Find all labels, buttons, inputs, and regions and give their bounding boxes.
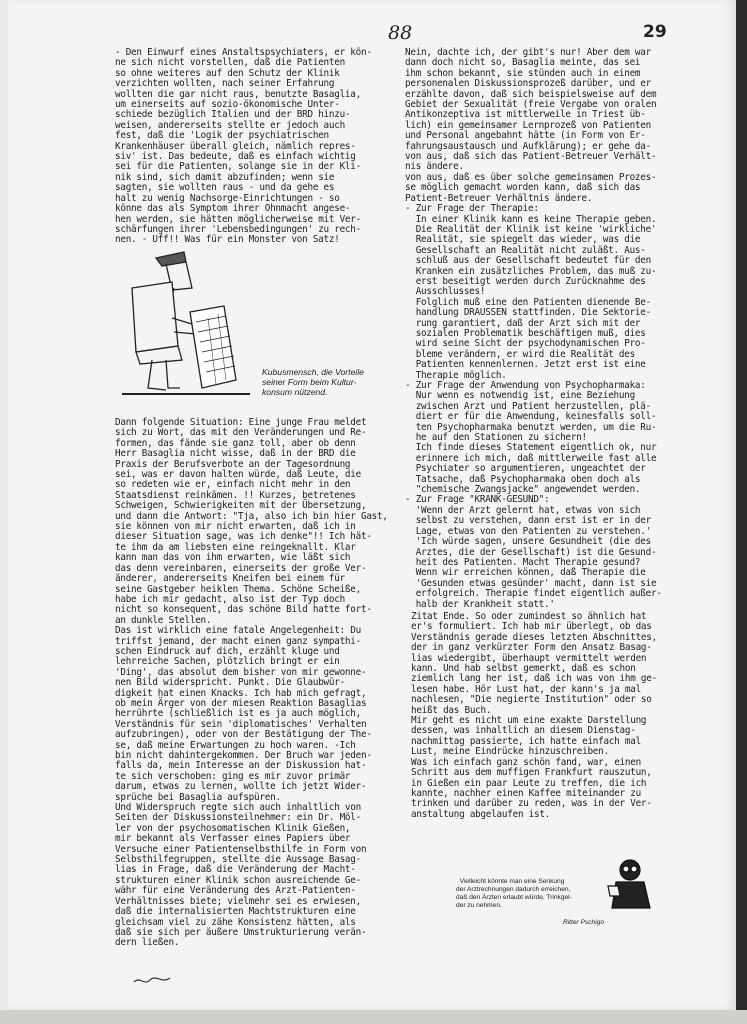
doctor-cartoon bbox=[606, 856, 656, 912]
kubusmensch-cartoon bbox=[122, 248, 252, 398]
page-number: 29 bbox=[643, 22, 667, 42]
handwritten-page-number: 88 bbox=[388, 22, 413, 44]
right-column-top-text: Nein, dachte ich, der gibt's nur! Aber dem war dann doch nicht so, Basaglia meinte, das sei ihm schon bekannt, sie stünden auch in einem personenalen Diskussionsprozeß darüber, und er erzählte davon, daß sich beispielsweise auf dem Gebiet der Sexualität (freie Vergabe von oralen Antikonzeptiva ist mittlerweile in Triest üb- lich) ein gemeinsamer Lernprozeß von Patienten und Personal angebahnt hätte (in Form von Er- fahrungsaustausch und Aufklärung); er gehe da- von aus, daß sich das Patient-Betreuer Verhält- nis ändere. von aus, daß es über solche gemeinsamen Prozes- se möglich gemacht worden kann, daß sich das Patient-Betreuer Verhältnis ändere. - Zur Frage der Therapie: In einer Klinik kann es keine Therapie geben. Die Realität der Klinik ist keine 'wirkliche' Realität, sie spiegelt das wieder, was die Gesellschaft an Realität nicht zuläßt. Aus- schluß aus der Gesellschaft bedeutet für den Kranken ein zusätzliches Problem, das muß zu- erst beseitigt werden durch Zurücknahme des Ausschlusses! Folglich muß eine den Patienten dienende Be- handlung DRAUSSEN stattfinden. Die Sektorie- rung garantiert, daß der Arzt sich mit der sozialen Problematik beschäftigen muß, dies wird seine Sicht der psychodynamischen Pro- bleme verändern, er wird die Realität des Patienten kennenlernen. Jetzt erst ist eine Therapie möglich. - Zur Frage der Anwendung von Psychopharmaka: Nur wenn es notwendig ist, eine Beziehung zwischen Arzt und Patient herzustellen, plä- diert er für die Anwendung, keinesfalls soll- ten Psychopharmaka benutzt werden, um die Ru- he auf den Stationen zu sichern! Ich finde dieses Statement eigentlich ok, nur erinnere ich mich, daß mittlerweile fast alle Psychiater so argumentieren, ungeachtet der Tatsache, daß Psychopharmaka oben doch als "chemische Zwangsjacke" angewendet werden. - Zur Frage "KRANK-GESUND": 'Wenn der Arzt gelernt hat, etwas von sich selbst zu verstehen, dann erst ist er in der Lage, etwas von den Patienten zu verstehen.' 'Ich würde sagen, unsere Gesundheit (die des Arztes, die der Gesellschaft) ist die Gesund- heit des Patienten. Macht Therapie gesund? Wenn wir erreichen können, daß Therapie die 'Gesunden etwas gesünder' macht, dann ist sie erfolgreich. Therapie findet eigentlich außer- halb der Krankheit statt.' bbox=[405, 47, 662, 610]
binding-edge bbox=[736, 0, 747, 1024]
cartoon-caption: Kubusmensch, die Vorteile seiner Form beim Kultur- konsum nützend. bbox=[262, 367, 364, 397]
scribble-mark bbox=[132, 972, 172, 988]
page-bottom-edge bbox=[0, 1010, 747, 1024]
cartoon2-signature: Ritter Pschigo bbox=[562, 919, 604, 926]
right-column-bottom-text: Zitat Ende. So oder zumindest so ähnlich hat er's formuliert. Ich hab mir überlegt, ob das Verständnis gerade dieses letzten Abschnittes, der in ganz verkürzter Form den Ansatz Basag- lias wiedergibt, überhaupt vermittelt werden kann. Und hab selbst gemerkt, daß es schon ziemlich lang her ist, daß ich was von ihm ge- lesen habe. Hör Lust hat, der kann's ja mal nachlesen, "Die negierte Institution" oder so heißt das Buch. Mir geht es nicht um eine exakte Darstellung dessen, was inhaltlich an diesem Dienstag- nachmittag passierte, ich hatte einfach mal Lust, meine Eindrücke hinzuschreiben. Was ich einfach ganz schön fand, war, einen Schritt aus dem muffigen Frankfurt rauszutun, in Gießen ein paar Leute zu treffen, die ich kannte, nachher einen Kaffee miteinander zu trinken und darüber zu reden, was in der Ver- anstaltung abgelaufen ist. bbox=[411, 611, 657, 820]
left-column-top-text: - Den Einwurf eines Anstaltspsychiaters, er kön- ne sich nicht vorstellen, daß die Patienten so ohne weiteres auf den Schutz der Klinik verzichten wollten, nach seiner Erfahrung wollten die gar nicht raus, benutzte Basaglia, um einerseits auf sozio-ökonomische Unter- schiede bezüglich Italien und der BRD hinzu- weisen, andererseits stellte er jedoch auch fest, daß die 'Logik der psychiatrischen Krankenhäuser überall gleich, nämlich repres- siv' ist. Das bedeute, daß es einfach wichtig sei für die Patienten, solange sie in der Kli- nik sind, sich damit abzufinden; wenn sie sagten, sie wollten raus - und da gehe es halt zu wenig Nachsorge-Einrichtungen - so könne das als Symptom ihrer Ohnmacht angese- hen werden, sie hätten möglicherweise mit Ver- schärfungen ihrer 'Lebensbedingungen' zu rech- nen. - Uff!! Was für ein Monster von Satz! bbox=[115, 47, 372, 246]
cartoon2-caption-text: Vielleicht könnte man eine Senkung der Arztrechnungen dadurch erreichen, daß den Ärzten erlaubt würde, Trinkgel- der zu nehmen. bbox=[456, 878, 572, 909]
left-column-bottom-text: Dann folgende Situation: Eine junge Frau meldet sich zu Wort, das mit den Veränderungen und Re- formen, das fände sie ganz toll, aber ob denn Herr Basaglia nicht wisse, daß in der BRD die Praxis der Berufsverbote an der Tagesordnung sei, was er davon halten würde, daß Leute, die so redeten wie er, einfach nicht mehr in den Staatsdienst reinkämen. !! Kurzes, betretenes Schweigen, Schwierigkeiten mit der Übersetzung, und dann die Antwort: "Tja, also ich bin hier Gast, sie können von mir nicht erwarten, daß ich in dieser Situation sage, was ich denke"!! Ich hät- te ihm da am liebsten eine reingeknallt. Klar kann man das von ihm erwarten, wie läßt sich das denn vereinbaren, einerseits der große Ver- änderer, andererseits Kneifen bei einem für seine Gastgeber heiklen Thema. Schöne Scheiße, habe ich mir gedacht, also ist der Typ doch nicht so konsequent, das schöne Bild hatte fort- an dunkle Stellen. Das ist wirklich eine fatale Angelegenheit: Du triffst jemand, der macht einen ganz sympathi- schen Eindruck auf dich, erzählt kluge und lehrreiche Sachen, plötzlich bringt er ein 'Ding', das absolut dem bisher von mir gewonne- nen Bild widerspricht. Punkt. Die Glaubwür- digkeit hat einen Knacks. Ich hab mich gefragt, ob mein Ärger von der miesen Reaktion Basaglias herrührte (schließlich ist es ja auch möglich, Verständnis für sein 'diplomatisches' Verhalten aufzubringen), oder von der Bestätigung der The- se, daß meine Erwartungen zu hoch waren. -Ich bin nicht dahintergekommen. Der Bruch war jeden- falls da, mein Interesse an der Diskussion hat- te sich verschoben: ging es mir zuvor primär darum, etwas zu lernen, wollte ich jetzt Wider- sprüche bei Basaglia aufspüren. Und Widerspruch regte sich auch inhaltlich von Seiten der Diskussionsteilnehmer: ein Dr. Möl- ler von der psychosomatischen Klinik Gießen, mir bekannt als Verfasser eines Papiers über Versuche einer Patientenselbsthilfe in Form von Selbsthilfegruppen, stellte die Aussage Basag- lias in Frage, daß die Veränderung der Macht- strukturen einer Klinik schon ausreichende Ge- währ für eine Veränderung des Arzt-Patienten- Verhältnisses biete; vielmehr sei es erwiesen, daß die internalisierten Machtstrukturen eine gleichsam viel zu zähe Konsistenz hätten, als daß sie sich per äußere Umstrukturierung verän- dern ließen. bbox=[115, 417, 388, 949]
cartoon2-caption bbox=[456, 870, 604, 935]
